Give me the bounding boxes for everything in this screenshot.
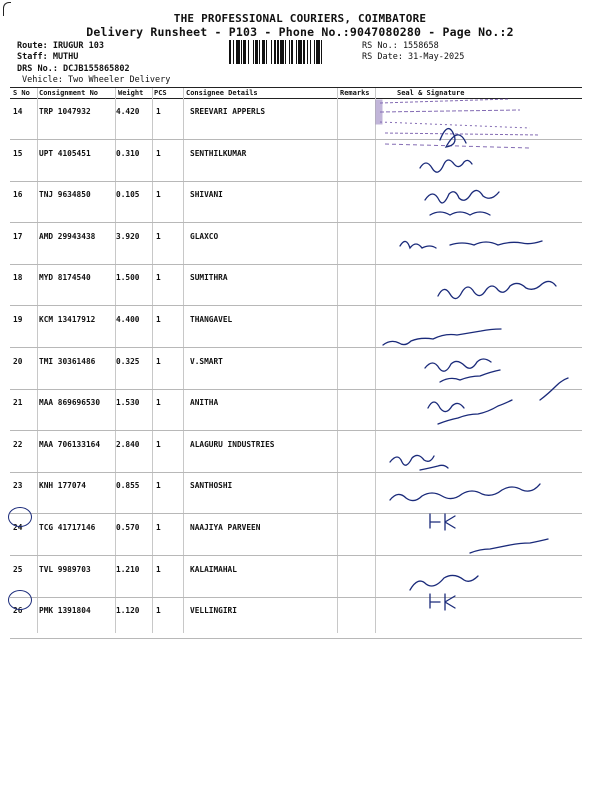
row-sno: 26 [13,606,23,616]
route-label: Route: IRUGUR 103 [17,41,104,51]
row-pcs: 1 [156,481,161,491]
row-pcs: 1 [156,398,161,408]
row-weight: 1.120 [116,606,140,616]
row-weight: 4.400 [116,315,140,324]
circled-row-mark [8,590,32,610]
row-consignment-no: TNJ 9634850 [39,190,91,200]
row-weight: 0.570 [116,523,140,532]
header-top-rule [10,87,582,88]
row-consignment-no: MAA 869696530 [39,398,101,408]
row-consignee: ANITHA [190,398,219,408]
row-sno: 22 [13,439,23,449]
row-sno: 15 [13,148,23,158]
table-row [10,264,582,306]
row-weight: 0.310 [116,148,140,158]
row-consignment-no: MAA 706133164 [39,439,101,449]
row-pcs: 1 [156,273,161,283]
row-sno: 23 [13,481,23,491]
row-consignment-no: TMI 30361486 [39,356,96,366]
row-consignment-no: TCG 41717146 [39,523,96,532]
row-pcs: 1 [156,356,161,366]
col-head-pcs: PCS [154,89,167,97]
row-consignee: THANGAVEL [190,315,233,324]
row-sno: 17 [13,231,23,241]
row-consignee: ALAGURU INDUSTRIES [190,439,275,449]
row-weight: 3.920 [116,231,140,241]
company-title: THE PROFESSIONAL COURIERS, COIMBATORE [173,12,427,25]
rs-date: RS Date: 31-May-2025 [362,52,465,62]
row-pcs: 1 [156,564,161,574]
row-consignment-no: PMK 1391804 [39,606,91,616]
row-consignment-no: TVL 9989703 [39,564,91,574]
row-sno: 19 [13,315,23,324]
row-consignment-no: MYD 8174540 [39,273,91,283]
col-head-sno: S No [13,89,30,97]
table-row [10,556,582,598]
row-consignment-no: TRP 1047932 [39,107,91,116]
row-pcs: 1 [156,107,161,116]
row-pcs: 1 [156,439,161,449]
table-row [10,597,582,639]
row-sno: 20 [13,356,23,366]
col-head-consignment: Consignment No [39,89,99,97]
row-weight: 1.210 [116,564,140,574]
row-pcs: 1 [156,315,161,324]
row-weight: 1.500 [116,273,140,283]
table-row [10,98,582,140]
vehicle-label: Vehicle: Two Wheeler Delivery [22,75,171,85]
table-row [10,431,582,473]
row-consignee: SREEVARI APPERLS [190,107,266,116]
row-consignee: VELLINGIRI [190,606,237,616]
row-weight: 4.420 [116,107,140,116]
row-consignee: GLAXCO [190,231,219,241]
row-consignee: SUMITHRA [190,273,228,283]
row-consignment-no: UPT 4105451 [39,148,91,158]
row-sno: 14 [13,107,23,116]
rs-number: RS No.: 1558658 [362,41,439,51]
row-sno: 25 [13,564,23,574]
row-sno: 21 [13,398,23,408]
col-head-weight: Weight [118,89,144,97]
row-weight: 0.855 [116,481,140,491]
row-consignment-no: AMD 29943438 [39,231,96,241]
col-head-remarks: Remarks [340,89,370,97]
row-weight: 0.105 [116,190,140,200]
col-head-consignee: Consignee Details [186,89,258,97]
table-row [10,348,582,390]
row-weight: 0.325 [116,356,140,366]
table-row [10,514,582,556]
row-sno: 24 [13,523,23,532]
table-row [10,223,582,265]
drs-number: DRS No.: DCJB155865802 [17,64,130,74]
row-sno: 18 [13,273,23,283]
row-consignee: NAAJIYA PARVEEN [190,523,261,532]
row-divider [10,638,582,639]
table-row [10,181,582,223]
row-pcs: 1 [156,190,161,200]
row-pcs: 1 [156,148,161,158]
row-consignee: KALAIMAHAL [190,564,237,574]
table-row [10,140,582,182]
circled-row-mark [8,507,32,527]
row-consignee: SENTHILKUMAR [190,148,247,158]
row-consignee: SHIVANI [190,190,223,200]
row-weight: 1.530 [116,398,140,408]
row-consignee: V.SMART [190,356,223,366]
table-row [10,389,582,431]
row-pcs: 1 [156,606,161,616]
staff-label: Staff: MUTHU [17,52,79,62]
row-sno: 16 [13,190,23,200]
row-consignee: SANTHOSHI [190,481,233,491]
barcode-icon [229,40,355,64]
col-head-signature: Seal & Signature [397,89,465,97]
row-pcs: 1 [156,523,161,532]
table-row [10,472,582,514]
row-pcs: 1 [156,231,161,241]
runsheet-subtitle: Delivery Runsheet - P103 - Phone No.:9047080280 - Page No.:2 [86,25,514,39]
row-weight: 2.840 [116,439,140,449]
row-consignment-no: KCM 13417912 [39,315,96,324]
row-consignment-no: KNH 177074 [39,481,86,491]
table-row [10,306,582,348]
